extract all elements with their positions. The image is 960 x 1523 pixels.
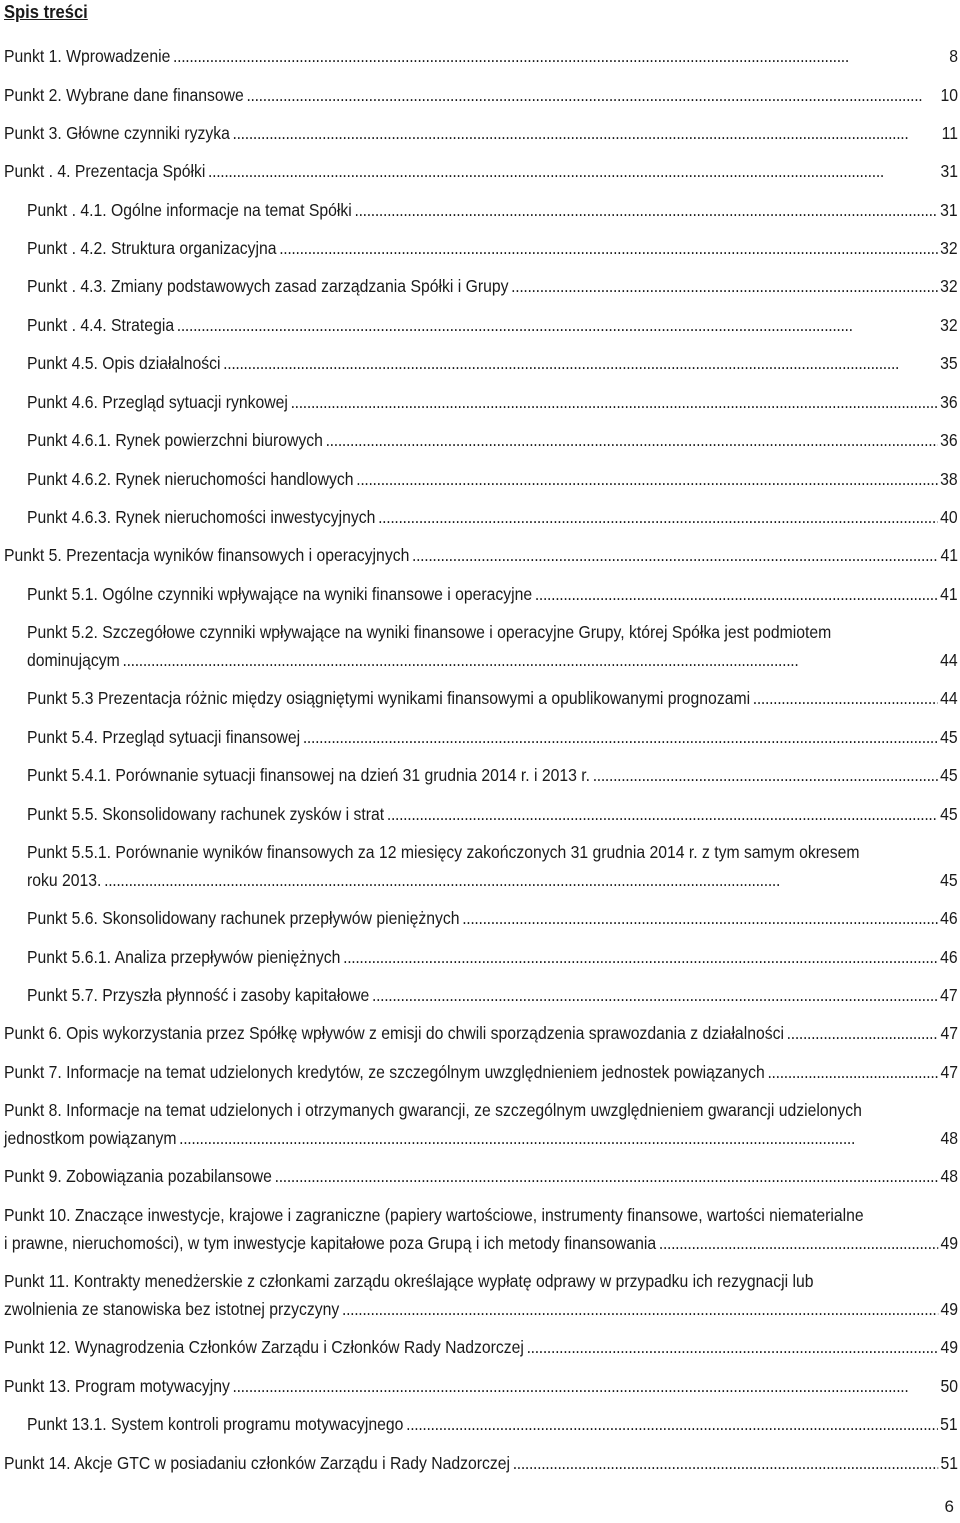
toc-entry[interactable]: Punkt 5.4.1. Porównanie sytuacji finansowej na dzień 31 grudnia 2014 r. i 2013 r. . . . 45: [27, 761, 958, 789]
toc-entry[interactable]: Punkt 3. Główne czynniki ryzyka . . . 11: [4, 119, 958, 147]
toc-entry[interactable]: Punkt 5.1. Ogólne czynniki wpływające na wyniki finansowe i operacyjne . . . 41: [27, 580, 958, 608]
toc-entry[interactable]: Punkt 5.6. Skonsolidowany rachunek przepływów pieniężnych . . . 46: [27, 904, 958, 932]
toc-heading: Spis treści: [4, 2, 88, 22]
toc-entry[interactable]: Punkt 2. Wybrane dane finansowe . . . 10: [4, 81, 958, 109]
toc-entry[interactable]: Punkt 14. Akcje GTC w posiadaniu członków Zarządu i Rady Nadzorczej . . . 51: [4, 1449, 958, 1477]
toc-entry[interactable]: Punkt 4.5. Opis działalności . . . 35: [27, 349, 958, 377]
toc-entry[interactable]: Punkt 5.2. Szczegółowe czynniki wpływające na wyniki finansowe i operacyjne Grupy, której Spółka jest podmiotem dominującym . . . 44: [27, 618, 958, 674]
toc-entry[interactable]: Punkt 13.1. System kontroli programu motywacyjnego . . . 51: [27, 1410, 958, 1438]
toc-entry[interactable]: Punkt 11. Kontrakty menedżerskie z członkami zarządu określające wypłatę odprawy w przypadku ich rezygnacji lub zwolnienia ze stanowiska bez istotnej przyczyny . . . 49: [4, 1267, 958, 1323]
toc-entry[interactable]: Punkt 5. Prezentacja wyników finansowych i operacyjnych . . . 41: [4, 541, 958, 569]
page-number: 6: [944, 1497, 954, 1516]
toc-entry[interactable]: Punkt 1. Wprowadzenie . . . 8: [4, 42, 958, 70]
toc-entry[interactable]: Punkt 7. Informacje na temat udzielonych kredytów, ze szczególnym uwzględnieniem jednostek powiązanych . . . 47: [4, 1058, 958, 1086]
toc-entry[interactable]: Punkt . 4.2. Struktura organizacyjna . . . 32: [27, 234, 958, 262]
toc-entry[interactable]: Punkt . 4.1. Ogólne informacje na temat Spółki . . . 31: [27, 196, 958, 224]
toc-entry[interactable]: Punkt 10. Znaczące inwestycje, krajowe i zagraniczne (papiery wartościowe, instrumenty finansowe, wartości niematerialne i prawne, nieruchomości), w tym inwestycje kapitałowe poza Grupą i ich metody finansowania . . . 49: [4, 1201, 958, 1257]
toc-entry[interactable]: Punkt 5.6.1. Analiza przepływów pieniężnych . . . 46: [27, 943, 958, 971]
toc-entry[interactable]: Punkt . 4.3. Zmiany podstawowych zasad zarządzania Spółki i Grupy . . . 32: [27, 272, 958, 300]
toc-entry[interactable]: Punkt . 4. Prezentacja Spółki . . . 31: [4, 157, 958, 185]
toc-entry[interactable]: Punkt 4.6.2. Rynek nieruchomości handlowych . . . 38: [27, 465, 958, 493]
toc-entry[interactable]: Punkt 13. Program motywacyjny . . . 50: [4, 1372, 958, 1400]
toc-entry[interactable]: Punkt 8. Informacje na temat udzielonych i otrzymanych gwarancji, ze szczególnym uwzględnieniem gwarancji udzielonych jednostkom powiązanym . . . 48: [4, 1096, 958, 1152]
toc-entry[interactable]: Punkt 5.4. Przegląd sytuacji finansowej . . . 45: [27, 723, 958, 751]
toc-entry[interactable]: Punkt 6. Opis wykorzystania przez Spółkę wpływów z emisji do chwili sporządzenia sprawozdania z działalności . . . 47: [4, 1019, 958, 1047]
toc-entry[interactable]: Punkt 5.7. Przyszła płynność i zasoby kapitałowe . . . 47: [27, 981, 958, 1009]
toc-entry[interactable]: Punkt 4.6. Przegląd sytuacji rynkowej . . . 36: [27, 388, 958, 416]
toc-entry[interactable]: Punkt 12. Wynagrodzenia Członków Zarządu i Członków Rady Nadzorczej . . . 49: [4, 1333, 958, 1361]
toc-entry[interactable]: Punkt 5.5. Skonsolidowany rachunek zysków i strat . . . 45: [27, 800, 958, 828]
toc-entry[interactable]: Punkt 4.6.1. Rynek powierzchni biurowych . . . 36: [27, 426, 958, 454]
toc-entry[interactable]: Punkt 9. Zobowiązania pozabilansowe . . . 48: [4, 1162, 958, 1190]
toc-entry[interactable]: Punkt 5.3 Prezentacja różnic między osiągniętymi wynikami finansowymi a opublikowanymi prognozami . . . 44: [27, 684, 958, 712]
toc-entry[interactable]: Punkt 5.5.1. Porównanie wyników finansowych za 12 miesięcy zakończonych 31 grudnia 2014 r. z tym samym okresem roku 2013. . . . 45: [27, 838, 958, 894]
toc-entry[interactable]: Punkt . 4.4. Strategia . . . 32: [27, 311, 958, 339]
toc-entry[interactable]: Punkt 4.6.3. Rynek nieruchomości inwestycyjnych . . . 40: [27, 503, 958, 531]
